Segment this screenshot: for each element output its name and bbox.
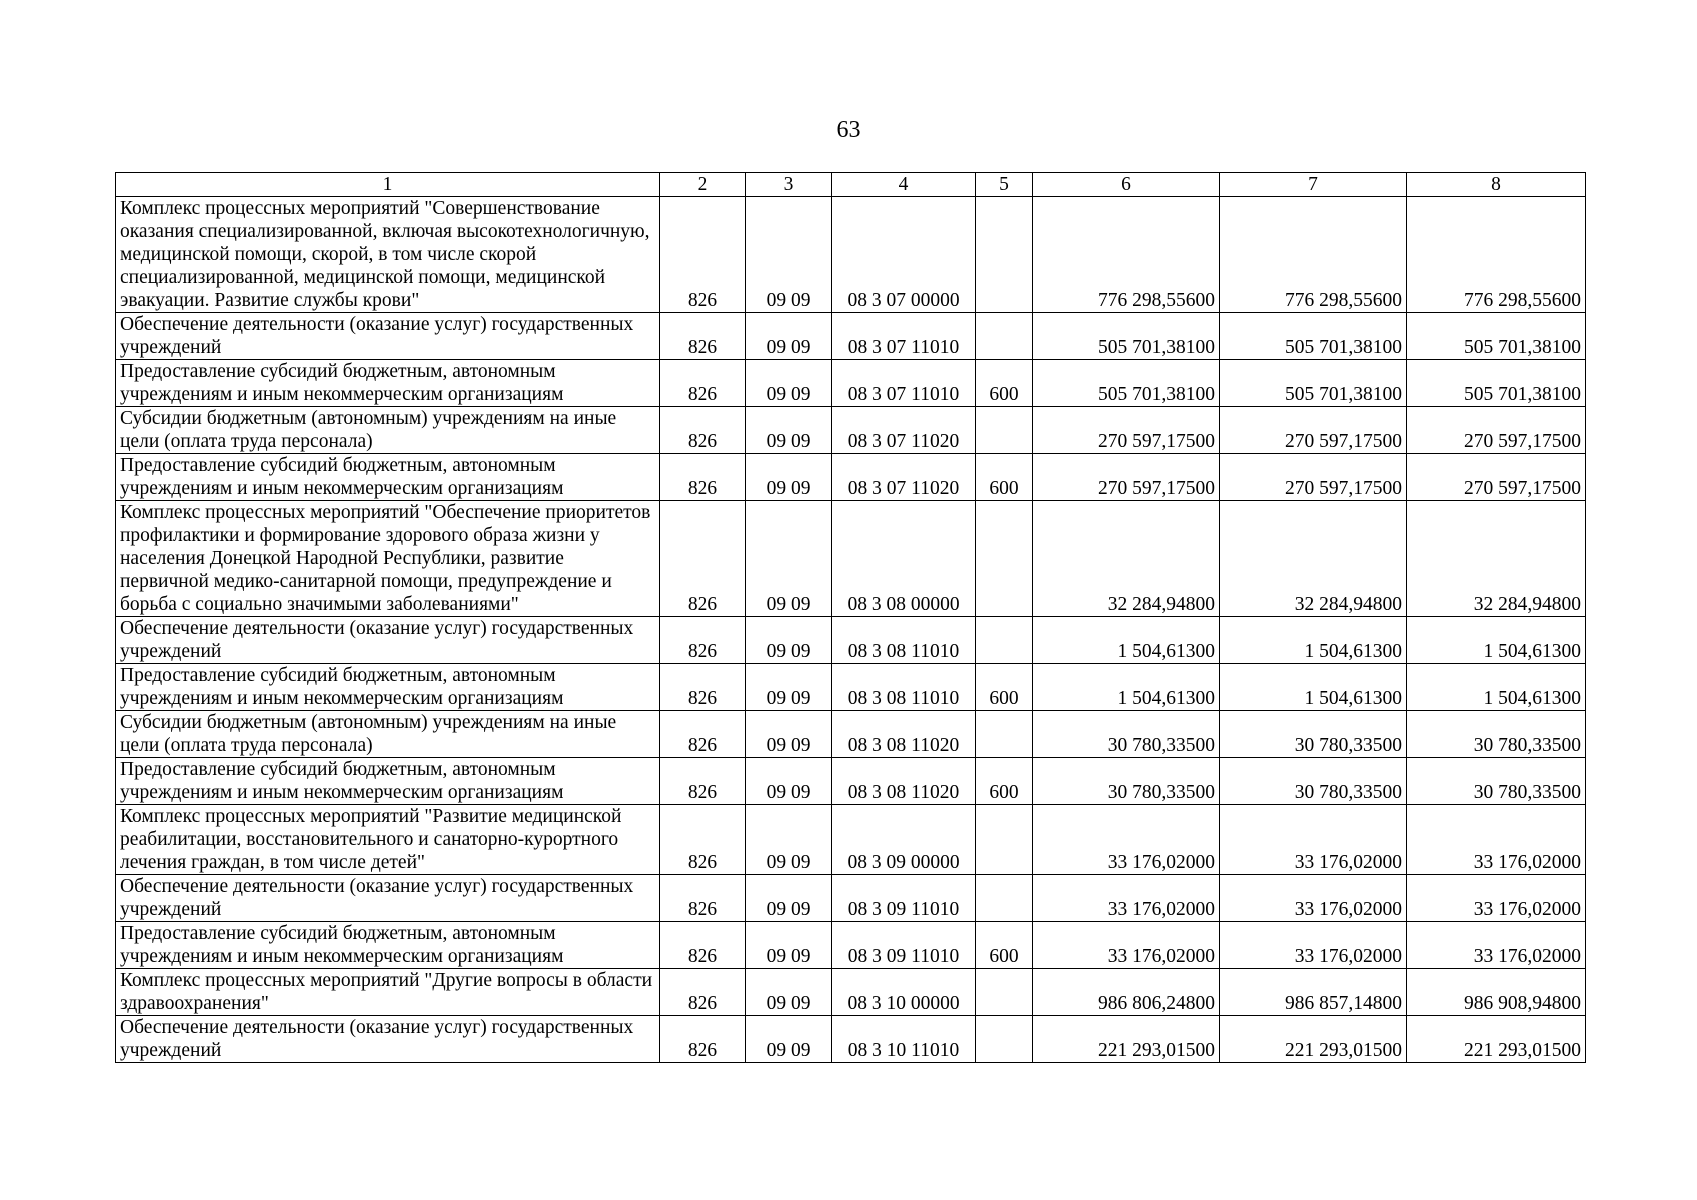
ved-code-cell: 826 [660,360,746,407]
amount-col7-cell: 32 284,94800 [1220,501,1407,617]
amount-col7-cell: 270 597,17500 [1220,454,1407,501]
section-code-cell: 09 09 [746,875,832,922]
table-row [116,501,1586,617]
expense-type-cell [976,1016,1033,1063]
section-code-cell: 09 09 [746,454,832,501]
amount-col6-cell: 30 780,33500 [1033,711,1220,758]
expense-type-cell: 600 [976,922,1033,969]
expense-type-cell [976,407,1033,454]
ved-code-cell: 826 [660,805,746,875]
target-article-cell: 08 3 08 11010 [832,664,976,711]
target-article-cell: 08 3 07 11020 [832,454,976,501]
column-header: 3 [746,173,832,197]
row-name-cell: Субсидии бюджетным (автономным) учреждениям на иные цели (оплата труда персонала) [116,407,660,454]
section-code-cell: 09 09 [746,969,832,1016]
amount-col8-cell: 33 176,02000 [1407,805,1586,875]
table-row [116,969,1586,1016]
ved-code-cell: 826 [660,407,746,454]
row-name-cell: Обеспечение деятельности (оказание услуг) государственных учреждений [116,313,660,360]
ved-code-cell: 826 [660,875,746,922]
table-row [116,454,1586,501]
table-row [116,1016,1586,1063]
amount-col6-cell: 270 597,17500 [1033,407,1220,454]
expense-type-cell [976,617,1033,664]
amount-col8-cell: 505 701,38100 [1407,360,1586,407]
section-code-cell: 09 09 [746,664,832,711]
row-name-cell: Комплекс процессных мероприятий "Развитие медицинской реабилитации, восстановительного и санаторно-курортного лечения граждан, в том числе детей" [116,805,660,875]
expense-type-cell: 600 [976,664,1033,711]
target-article-cell: 08 3 08 11020 [832,758,976,805]
target-article-cell: 08 3 07 11020 [832,407,976,454]
row-name-cell: Субсидии бюджетным (автономным) учреждениям на иные цели (оплата труда персонала) [116,711,660,758]
target-article-cell: 08 3 09 11010 [832,875,976,922]
target-article-cell: 08 3 07 11010 [832,313,976,360]
expense-type-cell [976,805,1033,875]
amount-col6-cell: 33 176,02000 [1033,922,1220,969]
amount-col6-cell: 32 284,94800 [1033,501,1220,617]
expense-type-cell [976,197,1033,313]
target-article-cell: 08 3 08 11020 [832,711,976,758]
amount-col7-cell: 33 176,02000 [1220,922,1407,969]
amount-col6-cell: 776 298,55600 [1033,197,1220,313]
row-name-cell: Обеспечение деятельности (оказание услуг) государственных учреждений [116,875,660,922]
amount-col8-cell: 986 908,94800 [1407,969,1586,1016]
expense-type-cell [976,313,1033,360]
section-code-cell: 09 09 [746,758,832,805]
section-code-cell: 09 09 [746,360,832,407]
expense-type-cell [976,711,1033,758]
amount-col7-cell: 30 780,33500 [1220,711,1407,758]
ved-code-cell: 826 [660,197,746,313]
amount-col6-cell: 30 780,33500 [1033,758,1220,805]
target-article-cell: 08 3 09 00000 [832,805,976,875]
amount-col7-cell: 33 176,02000 [1220,875,1407,922]
amount-col8-cell: 33 176,02000 [1407,875,1586,922]
section-code-cell: 09 09 [746,313,832,360]
target-article-cell: 08 3 07 11010 [832,360,976,407]
column-header: 6 [1033,173,1220,197]
ved-code-cell: 826 [660,664,746,711]
amount-col7-cell: 33 176,02000 [1220,805,1407,875]
ved-code-cell: 826 [660,711,746,758]
table-row [116,360,1586,407]
row-name-cell: Обеспечение деятельности (оказание услуг) государственных учреждений [116,1016,660,1063]
section-code-cell: 09 09 [746,501,832,617]
amount-col8-cell: 32 284,94800 [1407,501,1586,617]
column-header: 4 [832,173,976,197]
amount-col7-cell: 1 504,61300 [1220,664,1407,711]
section-code-cell: 09 09 [746,197,832,313]
amount-col6-cell: 986 806,24800 [1033,969,1220,1016]
amount-col6-cell: 505 701,38100 [1033,313,1220,360]
ved-code-cell: 826 [660,922,746,969]
amount-col8-cell: 776 298,55600 [1407,197,1586,313]
row-name-cell: Предоставление субсидий бюджетным, автономным учреждениям и иным некоммерческим организациям [116,664,660,711]
expense-type-cell [976,875,1033,922]
table-row [116,197,1586,313]
ved-code-cell: 826 [660,501,746,617]
amount-col8-cell: 30 780,33500 [1407,711,1586,758]
table-row [116,313,1586,360]
amount-col6-cell: 270 597,17500 [1033,454,1220,501]
column-number-header-row [116,173,1586,197]
amount-col7-cell: 776 298,55600 [1220,197,1407,313]
section-code-cell: 09 09 [746,805,832,875]
column-header: 1 [116,173,660,197]
section-code-cell: 09 09 [746,407,832,454]
budget-table [115,172,1586,1063]
row-name-cell: Предоставление субсидий бюджетным, автономным учреждениям и иным некоммерческим организациям [116,360,660,407]
expense-type-cell [976,501,1033,617]
column-header: 5 [976,173,1033,197]
row-name-cell: Предоставление субсидий бюджетным, автономным учреждениям и иным некоммерческим организациям [116,758,660,805]
table-row [116,922,1586,969]
section-code-cell: 09 09 [746,1016,832,1063]
amount-col6-cell: 33 176,02000 [1033,805,1220,875]
column-header: 2 [660,173,746,197]
row-name-cell: Комплекс процессных мероприятий "Совершенствование оказания специализированной, включая высокотехнологичную, медицинской помощи, скорой, в том числе скорой специализированной, медицинской помощи, медицинской эвакуации. Развитие службы крови" [116,197,660,313]
amount-col7-cell: 1 504,61300 [1220,617,1407,664]
amount-col8-cell: 505 701,38100 [1407,313,1586,360]
table-row [116,805,1586,875]
target-article-cell: 08 3 10 11010 [832,1016,976,1063]
section-code-cell: 09 09 [746,711,832,758]
target-article-cell: 08 3 07 00000 [832,197,976,313]
table-row [116,664,1586,711]
row-name-cell: Комплекс процессных мероприятий "Обеспечение приоритетов профилактики и формирование здорового образа жизни у населения Донецкой Народной Республики, развитие первичной медико-санитарной помощи, предупреждение и борьба с социально значимыми заболеваниями" [116,501,660,617]
expense-type-cell: 600 [976,360,1033,407]
amount-col6-cell: 33 176,02000 [1033,875,1220,922]
column-header: 8 [1407,173,1586,197]
table-row [116,407,1586,454]
table-row [116,617,1586,664]
target-article-cell: 08 3 08 11010 [832,617,976,664]
amount-col8-cell: 1 504,61300 [1407,617,1586,664]
amount-col6-cell: 505 701,38100 [1033,360,1220,407]
amount-col8-cell: 33 176,02000 [1407,922,1586,969]
ved-code-cell: 826 [660,969,746,1016]
amount-col7-cell: 505 701,38100 [1220,360,1407,407]
row-name-cell: Обеспечение деятельности (оказание услуг) государственных учреждений [116,617,660,664]
amount-col6-cell: 221 293,01500 [1033,1016,1220,1063]
expense-type-cell [976,969,1033,1016]
ved-code-cell: 826 [660,758,746,805]
amount-col7-cell: 30 780,33500 [1220,758,1407,805]
amount-col7-cell: 986 857,14800 [1220,969,1407,1016]
amount-col7-cell: 270 597,17500 [1220,407,1407,454]
amount-col8-cell: 221 293,01500 [1407,1016,1586,1063]
row-name-cell: Предоставление субсидий бюджетным, автономным учреждениям и иным некоммерческим организациям [116,922,660,969]
ved-code-cell: 826 [660,454,746,501]
target-article-cell: 08 3 10 00000 [832,969,976,1016]
expense-type-cell: 600 [976,758,1033,805]
amount-col7-cell: 221 293,01500 [1220,1016,1407,1063]
table-row [116,711,1586,758]
section-code-cell: 09 09 [746,922,832,969]
amount-col8-cell: 270 597,17500 [1407,407,1586,454]
target-article-cell: 08 3 08 00000 [832,501,976,617]
section-code-cell: 09 09 [746,617,832,664]
amount-col8-cell: 1 504,61300 [1407,664,1586,711]
amount-col7-cell: 505 701,38100 [1220,313,1407,360]
expense-type-cell: 600 [976,454,1033,501]
row-name-cell: Предоставление субсидий бюджетным, автономным учреждениям и иным некоммерческим организациям [116,454,660,501]
table-row [116,758,1586,805]
ved-code-cell: 826 [660,617,746,664]
table-row [116,875,1586,922]
column-header: 7 [1220,173,1407,197]
amount-col8-cell: 270 597,17500 [1407,454,1586,501]
amount-col6-cell: 1 504,61300 [1033,617,1220,664]
table-body [116,197,1586,1063]
row-name-cell: Комплекс процессных мероприятий "Другие вопросы в области здравоохранения" [116,969,660,1016]
target-article-cell: 08 3 09 11010 [832,922,976,969]
ved-code-cell: 826 [660,313,746,360]
amount-col8-cell: 30 780,33500 [1407,758,1586,805]
amount-col6-cell: 1 504,61300 [1033,664,1220,711]
page-number: 63 [836,117,861,143]
ved-code-cell: 826 [660,1016,746,1063]
